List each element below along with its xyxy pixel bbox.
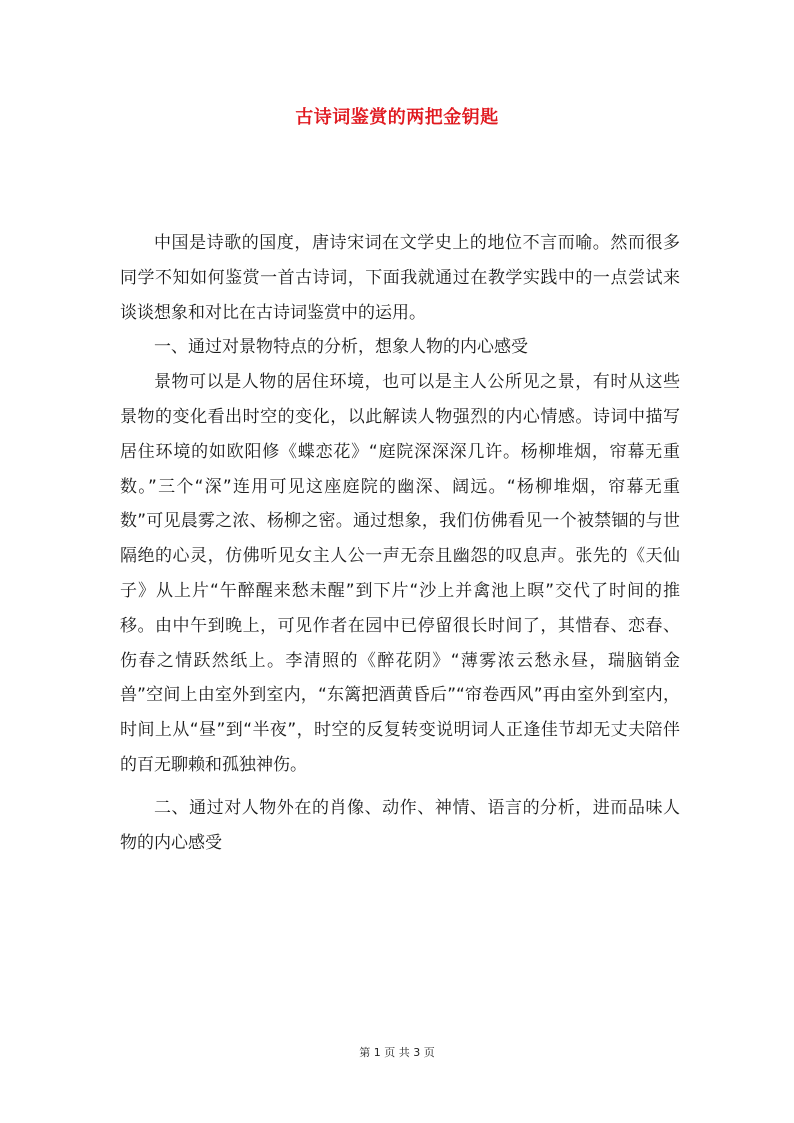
- section-heading-1: 一、通过对景物特点的分析，想象人物的内心感受: [154, 337, 528, 358]
- section-heading-2: 二、通过对人物外在的肖像、动作、神情、语言的分析，进而品味人物的内心感受: [120, 797, 680, 853]
- page-number-footer: 第 1 页 共 3 页: [359, 1046, 435, 1059]
- document-body: [120, 226, 680, 860]
- intro-paragraph: 中国是诗歌的国度，唐诗宋词在文学史上的地位不言而喻。然而很多同学不知如何鉴赏一首古诗词，下面我就通过在教学实践中的一点尝试来谈谈想象和对比在古诗词鉴赏中的运用。: [120, 233, 680, 323]
- section-1-paragraph: 景物可以是人物的居住环境，也可以是主人公所见之景，有时从这些景物的变化看出时空的变化，以此解读人物强烈的内心情感。诗词中描写居住环境的如欧阳修《蝶恋花》“庭院深深深几许。杨柳堆烟，帘幕无重数。”三个“深”连用可见这座庭院的幽深、阔远。“杨柳堆烟，帘幕无重数”可见晨雾之浓、杨柳之密。通过想象，我们仿佛看见一个被禁锢的与世隔绝的心灵，仿佛听见女主人公一声无奈且幽怨的叹息声。张先的《天仙子》从上片“午醉醒来愁未醒”到下片“沙上并禽池上暝”交代了时间的推移。由中午到晚上，可见作者在园中已停留很长时间了，其惜春、恋春、伤春之情跃然纸上。李清照的《醉花阴》“薄雾浓云愁永昼，瑞脑销金兽”空间上由室外到室内，“东篱把酒黄昏后”“帘卷西风”再由室外到室内，时间上从“昼”到“半夜”，时空的反复转变说明词人正逢佳节却无丈夫陪伴的百无聊赖和孤独神伤。: [120, 372, 680, 775]
- document-title: 古诗词鉴赏的两把金钥匙: [295, 107, 499, 128]
